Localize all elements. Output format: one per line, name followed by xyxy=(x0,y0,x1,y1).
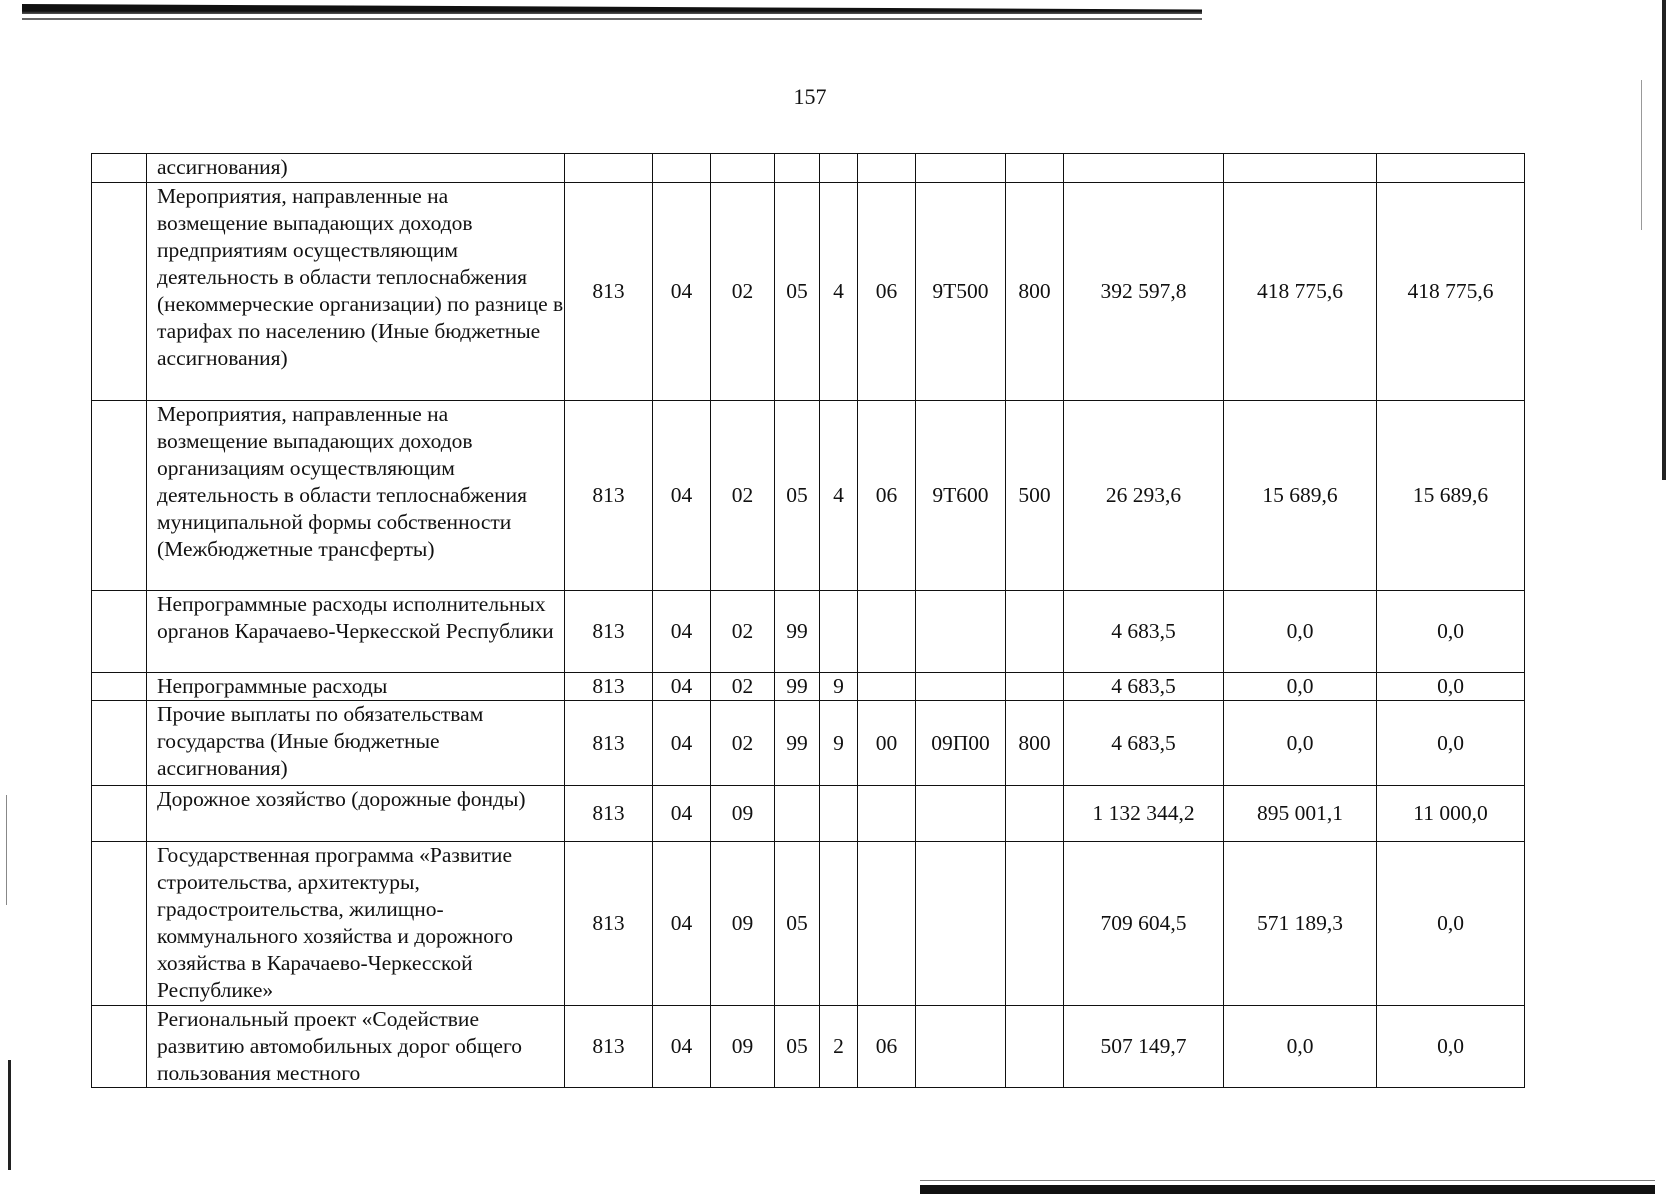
cell-expense-type xyxy=(1006,591,1064,673)
row-description: Непрограммные расходы исполнительных органов Карачаево-Черкесской Республики xyxy=(147,591,565,673)
cell-amount-1: 1 132 344,2 xyxy=(1064,786,1224,842)
row-description: Дорожное хозяйство (дорожные фонды) xyxy=(147,786,565,842)
cell-program: 05 xyxy=(775,1006,820,1088)
cell-section: 04 xyxy=(653,401,711,591)
table-row xyxy=(92,591,1525,673)
cell-direction xyxy=(916,591,1006,673)
table-row xyxy=(92,401,1525,591)
cell-subprogram: 9 xyxy=(820,673,858,701)
cell-subsection: 09 xyxy=(711,1006,775,1088)
cell-expense-type xyxy=(1006,1006,1064,1088)
cell-subsection: 09 xyxy=(711,842,775,1006)
cell-expense-type xyxy=(1006,786,1064,842)
cell-amount-1: 4 683,5 xyxy=(1064,673,1224,701)
cell-program xyxy=(775,786,820,842)
cell-code-gr: 813 xyxy=(565,786,653,842)
cell-expense-type: 500 xyxy=(1006,401,1064,591)
cell-direction: 09П00 xyxy=(916,701,1006,786)
cell-subprogram: 2 xyxy=(820,1006,858,1088)
cell-amount-2: 0,0 xyxy=(1224,1006,1377,1088)
cell-amount-1: 4 683,5 xyxy=(1064,701,1224,786)
cell-section: 04 xyxy=(653,183,711,401)
cell-amount-1: 709 604,5 xyxy=(1064,842,1224,1006)
cell-amount-2: 571 189,3 xyxy=(1224,842,1377,1006)
table-row xyxy=(92,701,1525,786)
row-description: ассигнования) xyxy=(147,154,565,183)
cell-amount-1: 507 149,7 xyxy=(1064,1006,1224,1088)
cell-activity: 00 xyxy=(858,701,916,786)
row-description: Непрограммные расходы xyxy=(147,673,565,701)
cell-section: 04 xyxy=(653,591,711,673)
cell-amount-2: 0,0 xyxy=(1224,591,1377,673)
cell-direction xyxy=(916,673,1006,701)
cell-section: 04 xyxy=(653,673,711,701)
cell-section xyxy=(653,154,711,183)
scan-border-top-line xyxy=(22,18,1202,20)
cell-subprogram xyxy=(820,842,858,1006)
cell-subprogram: 4 xyxy=(820,183,858,401)
row-description: Региональный проект «Содействие развитию автомобильных дорог общего пользования местного xyxy=(147,1006,565,1088)
cell-amount-3 xyxy=(1377,154,1525,183)
cell-code-gr xyxy=(565,154,653,183)
row-number-cell xyxy=(92,1006,147,1088)
row-number-cell xyxy=(92,786,147,842)
cell-direction: 9Т600 xyxy=(916,401,1006,591)
cell-section: 04 xyxy=(653,1006,711,1088)
cell-subsection: 02 xyxy=(711,673,775,701)
cell-amount-1: 4 683,5 xyxy=(1064,591,1224,673)
table-row xyxy=(92,842,1525,1006)
row-description: Государственная программа «Развитие строительства, архитектуры, градостроительства, жилищно-коммунального хозяйства и дорожного хозяйства в Карачаево-Черкесской Республике» xyxy=(147,842,565,1006)
cell-amount-2: 895 001,1 xyxy=(1224,786,1377,842)
cell-activity xyxy=(858,786,916,842)
table-row xyxy=(92,1006,1525,1088)
budget-table xyxy=(91,153,1525,1088)
page-number: 157 xyxy=(793,84,827,109)
cell-code-gr: 813 xyxy=(565,673,653,701)
cell-amount-3: 0,0 xyxy=(1377,1006,1525,1088)
cell-program: 99 xyxy=(775,591,820,673)
scan-edge-left-faint xyxy=(6,795,7,905)
cell-program: 05 xyxy=(775,183,820,401)
cell-program: 05 xyxy=(775,401,820,591)
row-number-cell xyxy=(92,842,147,1006)
cell-subsection xyxy=(711,154,775,183)
cell-subprogram xyxy=(820,154,858,183)
scan-border-top xyxy=(22,4,1202,14)
row-number-cell xyxy=(92,673,147,701)
row-number-cell xyxy=(92,591,147,673)
row-number-cell xyxy=(92,183,147,401)
scan-border-bottom xyxy=(920,1185,1655,1194)
cell-subprogram xyxy=(820,786,858,842)
cell-subsection: 09 xyxy=(711,786,775,842)
table-row xyxy=(92,786,1525,842)
cell-program: 99 xyxy=(775,701,820,786)
scan-edge-left xyxy=(8,1060,11,1170)
cell-subprogram: 9 xyxy=(820,701,858,786)
cell-subprogram xyxy=(820,591,858,673)
cell-amount-2: 418 775,6 xyxy=(1224,183,1377,401)
cell-direction xyxy=(916,154,1006,183)
cell-code-gr: 813 xyxy=(565,183,653,401)
cell-amount-3: 0,0 xyxy=(1377,842,1525,1006)
table-row xyxy=(92,154,1525,183)
cell-expense-type: 800 xyxy=(1006,183,1064,401)
cell-activity xyxy=(858,673,916,701)
cell-amount-3: 0,0 xyxy=(1377,591,1525,673)
scan-edge-right-faint xyxy=(1641,80,1642,230)
cell-amount-3: 15 689,6 xyxy=(1377,401,1525,591)
cell-amount-3: 418 775,6 xyxy=(1377,183,1525,401)
cell-subsection: 02 xyxy=(711,183,775,401)
cell-expense-type xyxy=(1006,154,1064,183)
cell-section: 04 xyxy=(653,701,711,786)
table-row xyxy=(92,183,1525,401)
cell-code-gr: 813 xyxy=(565,701,653,786)
cell-activity xyxy=(858,591,916,673)
cell-expense-type xyxy=(1006,842,1064,1006)
cell-subsection: 02 xyxy=(711,591,775,673)
cell-amount-1: 26 293,6 xyxy=(1064,401,1224,591)
cell-code-gr: 813 xyxy=(565,842,653,1006)
cell-code-gr: 813 xyxy=(565,401,653,591)
cell-amount-3: 0,0 xyxy=(1377,701,1525,786)
cell-amount-2 xyxy=(1224,154,1377,183)
row-description: Прочие выплаты по обязательствам государства (Иные бюджетные ассигнования) xyxy=(147,701,565,786)
cell-subprogram: 4 xyxy=(820,401,858,591)
cell-program xyxy=(775,154,820,183)
cell-activity: 06 xyxy=(858,1006,916,1088)
cell-code-gr: 813 xyxy=(565,591,653,673)
scan-border-bottom-line xyxy=(920,1180,1655,1181)
cell-amount-2: 15 689,6 xyxy=(1224,401,1377,591)
cell-section: 04 xyxy=(653,842,711,1006)
row-description: Мероприятия, направленные на возмещение выпадающих доходов предприятиям осуществляющим деятельность в области теплоснабжения (некоммерческие организации) по разнице в тарифах по населению (Иные бюджетные ассигнования) xyxy=(147,183,565,401)
row-number-cell xyxy=(92,154,147,183)
table-row xyxy=(92,673,1525,701)
cell-code-gr: 813 xyxy=(565,1006,653,1088)
cell-program: 99 xyxy=(775,673,820,701)
cell-program: 05 xyxy=(775,842,820,1006)
scan-edge-right xyxy=(1662,0,1666,480)
cell-activity: 06 xyxy=(858,183,916,401)
cell-amount-3: 11 000,0 xyxy=(1377,786,1525,842)
cell-amount-2: 0,0 xyxy=(1224,701,1377,786)
cell-direction xyxy=(916,842,1006,1006)
cell-amount-1: 392 597,8 xyxy=(1064,183,1224,401)
cell-amount-2: 0,0 xyxy=(1224,673,1377,701)
cell-activity: 06 xyxy=(858,401,916,591)
cell-subsection: 02 xyxy=(711,701,775,786)
cell-expense-type: 800 xyxy=(1006,701,1064,786)
cell-direction xyxy=(916,786,1006,842)
cell-activity xyxy=(858,154,916,183)
cell-direction xyxy=(916,1006,1006,1088)
cell-activity xyxy=(858,842,916,1006)
cell-direction: 9Т500 xyxy=(916,183,1006,401)
cell-subsection: 02 xyxy=(711,401,775,591)
cell-amount-1 xyxy=(1064,154,1224,183)
row-number-cell xyxy=(92,701,147,786)
cell-amount-3: 0,0 xyxy=(1377,673,1525,701)
row-number-cell xyxy=(92,401,147,591)
row-description: Мероприятия, направленные на возмещение выпадающих доходов организациям осуществляющим деятельность в области теплоснабжения муниципальной формы собственности (Межбюджетные трансферты) xyxy=(147,401,565,591)
cell-expense-type xyxy=(1006,673,1064,701)
cell-section: 04 xyxy=(653,786,711,842)
